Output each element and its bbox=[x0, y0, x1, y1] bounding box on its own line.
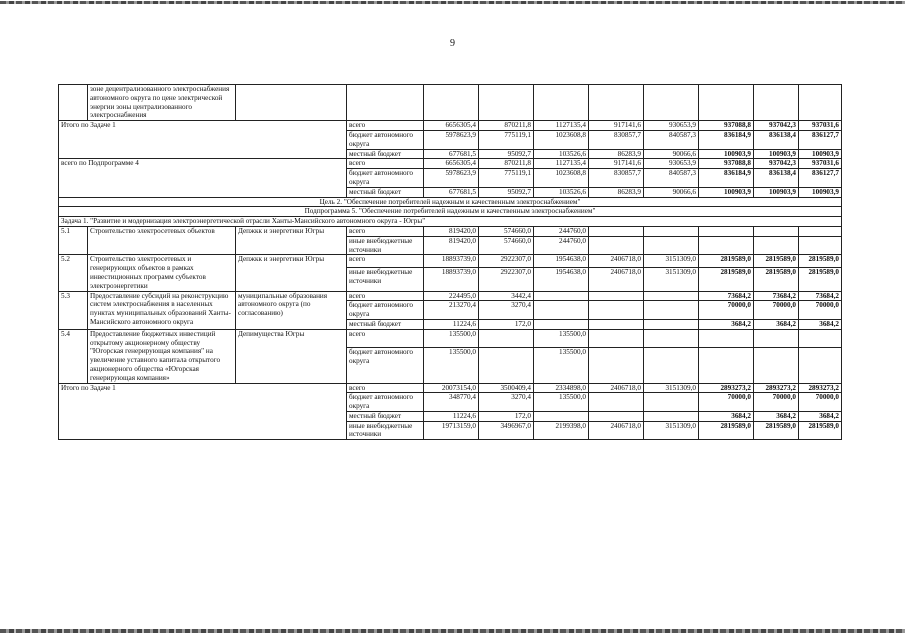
value-cell: 2406718,0 bbox=[589, 267, 644, 291]
item-row bbox=[59, 291, 842, 301]
value-cell: 103526,6 bbox=[534, 149, 589, 159]
value-cell: 90066,6 bbox=[644, 187, 699, 197]
value-cell: 73684,2 bbox=[754, 291, 799, 301]
empty-cell bbox=[534, 85, 589, 121]
goal-heading: Цель 2. "Обеспечение потребителей надежным и качественным электроснабжением" bbox=[59, 197, 842, 207]
empty-cell bbox=[644, 85, 699, 121]
funding-source: всего bbox=[347, 226, 424, 236]
empty-cell bbox=[424, 85, 479, 121]
value-cell: 213270,4 bbox=[424, 301, 479, 320]
value-cell: 5978623,9 bbox=[424, 130, 479, 149]
value-cell: 2893273,2 bbox=[699, 383, 754, 393]
value-cell: 2406718,0 bbox=[589, 383, 644, 393]
item-name: Строительство электросетевых объектов bbox=[88, 226, 236, 254]
value-cell: 70000,0 bbox=[799, 301, 842, 320]
value-cell: 100903,9 bbox=[699, 149, 754, 159]
heading-row bbox=[59, 197, 842, 207]
value-cell: 836184,9 bbox=[699, 130, 754, 149]
value-cell bbox=[589, 291, 644, 301]
value-cell bbox=[644, 291, 699, 301]
value-cell bbox=[699, 226, 754, 236]
value-cell: 172,0 bbox=[479, 319, 534, 329]
value-cell: 73684,2 bbox=[799, 291, 842, 301]
total-row bbox=[59, 121, 842, 131]
value-cell: 1954638,0 bbox=[534, 267, 589, 291]
funding-source: всего bbox=[347, 291, 424, 301]
value-cell: 3151309,0 bbox=[644, 267, 699, 291]
item-name: Предоставление бюджетных инвестиций открытому акционерному обществу "Югорская генерирующая компания" на увеличение уставного капитала открытого акционерного общества «Югорская генерирующая компания» bbox=[88, 329, 236, 383]
scan-edge-top bbox=[0, 1, 905, 4]
value-cell: 2406718,0 bbox=[589, 255, 644, 267]
value-cell: 224495,0 bbox=[424, 291, 479, 301]
value-cell bbox=[699, 348, 754, 383]
value-cell: 100903,9 bbox=[699, 187, 754, 197]
value-cell bbox=[644, 348, 699, 383]
value-cell: 6656305,4 bbox=[424, 159, 479, 169]
item-executor: Депжкк и энергетики Югры bbox=[236, 255, 347, 291]
value-cell: 836138,4 bbox=[754, 130, 799, 149]
value-cell bbox=[644, 411, 699, 421]
value-cell: 836127,7 bbox=[799, 169, 842, 188]
funding-source: иные внебюджетные источники bbox=[347, 236, 424, 255]
value-cell: 3270,4 bbox=[479, 393, 534, 412]
funding-source: иные внебюджетные источники bbox=[347, 421, 424, 440]
value-cell bbox=[754, 226, 799, 236]
value-cell: 103526,6 bbox=[534, 187, 589, 197]
value-cell: 819420,0 bbox=[424, 236, 479, 255]
value-cell: 2893273,2 bbox=[799, 383, 842, 393]
empty-cell bbox=[754, 85, 799, 121]
value-cell: 95092,7 bbox=[479, 149, 534, 159]
value-cell: 819420,0 bbox=[424, 226, 479, 236]
heading-row bbox=[59, 217, 842, 227]
total-row bbox=[59, 383, 842, 393]
value-cell bbox=[479, 348, 534, 383]
value-cell: 135500,0 bbox=[534, 393, 589, 412]
value-cell bbox=[699, 329, 754, 348]
value-cell: 100903,9 bbox=[754, 149, 799, 159]
value-cell bbox=[589, 301, 644, 320]
value-cell: 100903,9 bbox=[754, 187, 799, 197]
value-cell: 100903,9 bbox=[799, 187, 842, 197]
total-label: Итого по Задаче 1 bbox=[59, 121, 347, 159]
value-cell bbox=[589, 393, 644, 412]
item-number: 5.2 bbox=[59, 255, 88, 291]
value-cell bbox=[534, 411, 589, 421]
value-cell: 2819589,0 bbox=[799, 267, 842, 291]
value-cell: 95092,7 bbox=[479, 187, 534, 197]
total-label: всего по Подпрограмме 4 bbox=[59, 159, 347, 197]
value-cell: 70000,0 bbox=[754, 301, 799, 320]
funding-source: всего bbox=[347, 255, 424, 267]
value-cell: 70000,0 bbox=[699, 301, 754, 320]
value-cell: 2893273,2 bbox=[754, 383, 799, 393]
item-row bbox=[59, 255, 842, 267]
value-cell: 840587,3 bbox=[644, 169, 699, 188]
funding-source: местный бюджет bbox=[347, 411, 424, 421]
value-cell bbox=[799, 226, 842, 236]
value-cell bbox=[754, 329, 799, 348]
value-cell bbox=[534, 301, 589, 320]
value-cell: 244760,0 bbox=[534, 226, 589, 236]
value-cell: 2819589,0 bbox=[699, 421, 754, 440]
value-cell: 677681,5 bbox=[424, 187, 479, 197]
item-number: 5.4 bbox=[59, 329, 88, 383]
value-cell: 172,0 bbox=[479, 411, 534, 421]
value-cell: 135500,0 bbox=[424, 348, 479, 383]
value-cell: 73684,2 bbox=[699, 291, 754, 301]
value-cell: 937042,3 bbox=[754, 159, 799, 169]
value-cell bbox=[754, 236, 799, 255]
value-cell: 1127135,4 bbox=[534, 159, 589, 169]
empty-cell bbox=[347, 85, 424, 121]
value-cell bbox=[589, 319, 644, 329]
value-cell: 19713159,0 bbox=[424, 421, 479, 440]
value-cell: 5978623,9 bbox=[424, 169, 479, 188]
value-cell: 18893739,0 bbox=[424, 267, 479, 291]
value-cell: 937042,3 bbox=[754, 121, 799, 131]
value-cell: 100903,9 bbox=[799, 149, 842, 159]
funding-source: всего bbox=[347, 383, 424, 393]
value-cell: 1023608,8 bbox=[534, 130, 589, 149]
value-cell: 135500,0 bbox=[424, 329, 479, 348]
value-cell: 937031,6 bbox=[799, 121, 842, 131]
value-cell bbox=[534, 291, 589, 301]
value-cell: 775119,1 bbox=[479, 169, 534, 188]
empty-cell bbox=[479, 85, 534, 121]
value-cell: 3684,2 bbox=[754, 319, 799, 329]
value-cell: 86283,9 bbox=[589, 149, 644, 159]
value-cell: 6656305,4 bbox=[424, 121, 479, 131]
value-cell: 3684,2 bbox=[699, 411, 754, 421]
value-cell: 3151309,0 bbox=[644, 255, 699, 267]
item-executor: Депимущества Югры bbox=[236, 329, 347, 383]
value-cell: 937088,8 bbox=[699, 121, 754, 131]
value-cell: 135500,0 bbox=[534, 348, 589, 383]
value-cell: 244760,0 bbox=[534, 236, 589, 255]
funding-source: бюджет автономного округа bbox=[347, 301, 424, 320]
total-label: Итого по Задаче 1 bbox=[59, 383, 347, 440]
empty-cell bbox=[236, 85, 347, 121]
value-cell: 70000,0 bbox=[699, 393, 754, 412]
value-cell bbox=[644, 236, 699, 255]
value-cell bbox=[589, 411, 644, 421]
funding-source: всего bbox=[347, 329, 424, 348]
value-cell: 1127135,4 bbox=[534, 121, 589, 131]
heading-row bbox=[59, 207, 842, 217]
budget-table bbox=[58, 84, 842, 440]
value-cell: 2819589,0 bbox=[754, 267, 799, 291]
value-cell: 70000,0 bbox=[799, 393, 842, 412]
value-cell bbox=[589, 226, 644, 236]
value-cell bbox=[644, 301, 699, 320]
value-cell: 3684,2 bbox=[799, 319, 842, 329]
value-cell: 2334898,0 bbox=[534, 383, 589, 393]
value-cell: 870211,8 bbox=[479, 159, 534, 169]
value-cell bbox=[754, 348, 799, 383]
value-cell bbox=[589, 236, 644, 255]
value-cell: 3684,2 bbox=[799, 411, 842, 421]
value-cell: 830857,7 bbox=[589, 130, 644, 149]
value-cell: 2819589,0 bbox=[699, 255, 754, 267]
value-cell: 2819589,0 bbox=[699, 267, 754, 291]
value-cell: 348770,4 bbox=[424, 393, 479, 412]
item-name: Предоставление субсидий на реконструкцию систем электроснабжения в населенных пунктах муниципальных образований Ханты-Мансийского автономного округа bbox=[88, 291, 236, 329]
value-cell: 1954638,0 bbox=[534, 255, 589, 267]
task-heading: Задача 1. "Развитие и модернизация электроэнергетической отрасли Ханты-Мансийского автономного округа - Югры" bbox=[59, 217, 842, 227]
value-cell: 830857,7 bbox=[589, 169, 644, 188]
value-cell: 3151309,0 bbox=[644, 383, 699, 393]
funding-source: местный бюджет bbox=[347, 187, 424, 197]
funding-source: иные внебюджетные источники bbox=[347, 267, 424, 291]
value-cell: 937031,6 bbox=[799, 159, 842, 169]
value-cell bbox=[644, 329, 699, 348]
value-cell: 11224,6 bbox=[424, 411, 479, 421]
value-cell: 836184,9 bbox=[699, 169, 754, 188]
item-name: Строительство электросетевых и генерирующих объектов в рамках инвестиционных программ субъектов электроэнергетики bbox=[88, 255, 236, 291]
value-cell: 2922307,0 bbox=[479, 267, 534, 291]
item-executor: муниципальные образования автономного округа (по согласованию) bbox=[236, 291, 347, 329]
value-cell: 1023608,8 bbox=[534, 169, 589, 188]
value-cell: 3684,2 bbox=[699, 319, 754, 329]
value-cell: 70000,0 bbox=[754, 393, 799, 412]
value-cell: 2406718,0 bbox=[589, 421, 644, 440]
continuation-row bbox=[59, 85, 842, 121]
value-cell bbox=[534, 319, 589, 329]
page-number: 9 bbox=[450, 38, 455, 49]
value-cell bbox=[799, 348, 842, 383]
value-cell: 3684,2 bbox=[754, 411, 799, 421]
empty-cell bbox=[699, 85, 754, 121]
value-cell: 917141,6 bbox=[589, 159, 644, 169]
value-cell bbox=[644, 393, 699, 412]
value-cell: 836138,4 bbox=[754, 169, 799, 188]
funding-source: всего bbox=[347, 159, 424, 169]
value-cell: 870211,8 bbox=[479, 121, 534, 131]
scan-edge-bottom bbox=[0, 629, 905, 633]
value-cell bbox=[799, 236, 842, 255]
value-cell: 930653,9 bbox=[644, 159, 699, 169]
value-cell: 90066,6 bbox=[644, 149, 699, 159]
funding-source: бюджет автономного округа bbox=[347, 393, 424, 412]
value-cell: 775119,1 bbox=[479, 130, 534, 149]
measure-name: зоне децентрализованного электроснабжения автономного округа по цене электрической энергии зоны централизованного электроснабжения bbox=[88, 85, 236, 121]
value-cell: 18893739,0 bbox=[424, 255, 479, 267]
funding-source: бюджет автономного округа bbox=[347, 348, 424, 383]
value-cell: 840587,3 bbox=[644, 130, 699, 149]
value-cell: 3500409,4 bbox=[479, 383, 534, 393]
value-cell bbox=[644, 226, 699, 236]
value-cell bbox=[799, 329, 842, 348]
item-number: 5.1 bbox=[59, 226, 88, 254]
empty-cell bbox=[589, 85, 644, 121]
funding-source: бюджет автономного округа bbox=[347, 169, 424, 188]
value-cell: 2819589,0 bbox=[799, 421, 842, 440]
value-cell: 2819589,0 bbox=[754, 421, 799, 440]
value-cell: 20073154,0 bbox=[424, 383, 479, 393]
value-cell: 677681,5 bbox=[424, 149, 479, 159]
value-cell bbox=[479, 329, 534, 348]
value-cell: 2819589,0 bbox=[799, 255, 842, 267]
item-row bbox=[59, 226, 842, 236]
subprogram-heading: Подпрограмма 5. "Обеспечение потребителей надежным и качественным электроснабжением" bbox=[59, 207, 842, 217]
value-cell: 2819589,0 bbox=[754, 255, 799, 267]
value-cell: 135500,0 bbox=[534, 329, 589, 348]
funding-source: всего bbox=[347, 121, 424, 131]
total-row bbox=[59, 159, 842, 169]
empty-cell bbox=[799, 85, 842, 121]
value-cell: 574660,0 bbox=[479, 226, 534, 236]
item-number: 5.3 bbox=[59, 291, 88, 329]
value-cell: 3496967,0 bbox=[479, 421, 534, 440]
funding-source: бюджет автономного округа bbox=[347, 130, 424, 149]
value-cell: 917141,6 bbox=[589, 121, 644, 131]
value-cell bbox=[589, 329, 644, 348]
value-cell: 11224,6 bbox=[424, 319, 479, 329]
value-cell bbox=[644, 319, 699, 329]
value-cell: 2922307,0 bbox=[479, 255, 534, 267]
value-cell: 3151309,0 bbox=[644, 421, 699, 440]
num-cell bbox=[59, 85, 88, 121]
value-cell bbox=[699, 236, 754, 255]
value-cell: 86283,9 bbox=[589, 187, 644, 197]
value-cell: 574660,0 bbox=[479, 236, 534, 255]
value-cell: 2199398,0 bbox=[534, 421, 589, 440]
value-cell bbox=[589, 348, 644, 383]
value-cell: 836127,7 bbox=[799, 130, 842, 149]
funding-source: местный бюджет bbox=[347, 149, 424, 159]
item-executor: Депжкк и энергетики Югры bbox=[236, 226, 347, 254]
value-cell: 937088,8 bbox=[699, 159, 754, 169]
value-cell: 3442,4 bbox=[479, 291, 534, 301]
value-cell: 930653,9 bbox=[644, 121, 699, 131]
value-cell: 3270,4 bbox=[479, 301, 534, 320]
item-row bbox=[59, 329, 842, 348]
funding-source: местный бюджет bbox=[347, 319, 424, 329]
